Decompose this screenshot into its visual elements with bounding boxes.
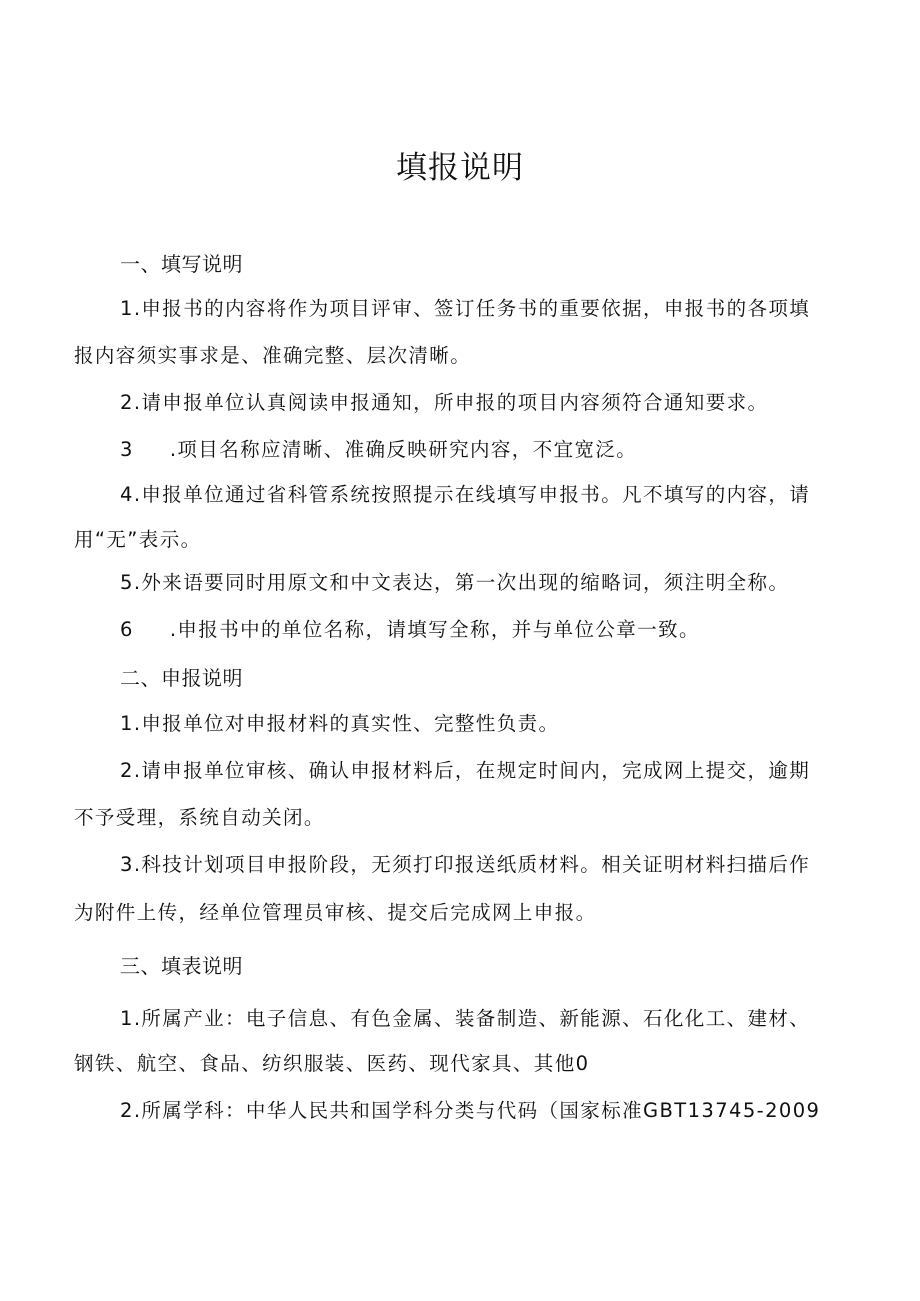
item-number: 2	[120, 759, 134, 782]
section-heading: 一、填写说明	[120, 252, 243, 276]
item-text: .申报书的内容将作为项目评审、签订任务书的重要依据，申报书的各项填	[133, 297, 811, 320]
item-number: 1	[120, 712, 134, 735]
list-item	[120, 851, 810, 879]
list-item	[120, 436, 637, 464]
item-number: 2	[120, 391, 134, 414]
page-title: 填报说明	[396, 150, 524, 186]
item-text: .申报单位对申报材料的真实性、完整性负责。	[133, 712, 560, 735]
section-heading: 二、申报说明	[120, 666, 243, 690]
item-number: 3	[120, 438, 134, 461]
item-number: 1	[120, 297, 134, 320]
list-item	[120, 481, 810, 509]
item-text-continued: 用“无”表示。	[74, 528, 202, 551]
section-heading: 三、填表说明	[120, 954, 243, 978]
list-item	[120, 616, 700, 644]
list-item	[120, 389, 768, 417]
item-text: .请申报单位认真阅读申报通知，所申报的项目内容须符合通知要求。	[133, 391, 769, 414]
item-number: 4	[120, 483, 134, 506]
item-text-continued: 钢铁、航空、食品、纺织服装、医药、现代家具、其他0	[74, 1052, 590, 1075]
item-number: 3	[120, 853, 134, 876]
list-item	[120, 295, 810, 323]
item-text: .申报单位通过省科管系统按照提示在线填写申报书。凡不填写的内容，请	[133, 483, 811, 506]
item-text-continued: 为附件上传，经单位管理员审核、提交后完成网上申报。	[74, 901, 597, 924]
item-text: .所属学科：中华人民共和国学科分类与代码（国家标准GBT13745-2009	[133, 1099, 821, 1122]
list-item	[120, 710, 559, 738]
list-item	[120, 757, 810, 785]
item-text: .科技计划项目申报阶段，无须打印报送纸质材料。相关证明材料扫描后作	[133, 853, 811, 876]
item-text: .请申报单位审核、确认申报材料后，在规定时间内，完成网上提交，逾期	[133, 759, 811, 782]
item-text: .项目名称应清晰、准确反映研究内容，不宜宽泛。	[169, 438, 638, 461]
list-item	[120, 1097, 820, 1125]
item-number: 2	[120, 1099, 134, 1122]
item-text-continued: 不予受理，系统自动关闭。	[74, 806, 325, 829]
item-text: .所属产业：电子信息、有色金属、装备制造、新能源、石化化工、建材、	[133, 1007, 811, 1030]
list-item	[120, 569, 789, 597]
item-number: 6	[120, 618, 134, 641]
item-number: 5	[120, 571, 134, 594]
item-text-continued: 报内容须实事求是、准确完整、层次清晰。	[74, 344, 472, 367]
item-number: 1	[120, 1007, 134, 1030]
item-text: .申报书中的单位名称，请填写全称，并与单位公章一致。	[169, 618, 700, 641]
item-text: .外来语要同时用原文和中文表达，第一次出现的缩略词，须注明全称。	[133, 571, 790, 594]
list-item	[120, 1005, 810, 1033]
